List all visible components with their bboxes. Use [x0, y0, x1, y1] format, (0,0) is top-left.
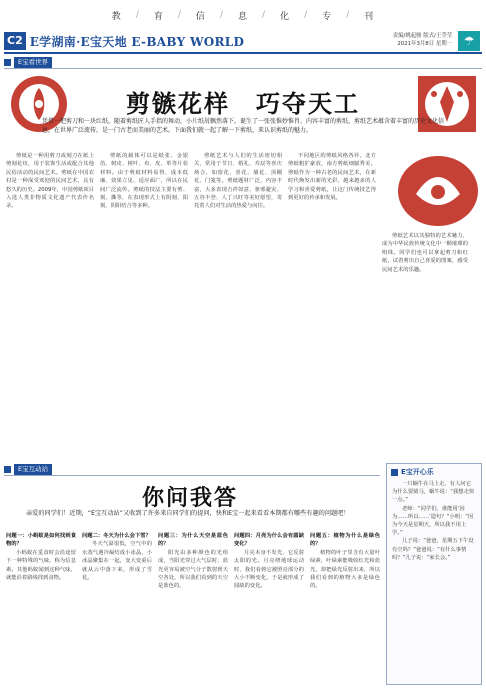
answer: 小蚂蚁在觅食时会沿途留下一种特殊的气味，称为信息素。其他蚂蚁闻到这种气味，就能沿着路线找到食物。 [6, 549, 76, 582]
text-column [6, 152, 94, 454]
joke-item: 一只蜗牛在马上走，有人问它为什么要骑马，蜗牛说：“我想走快一点。” [392, 481, 475, 504]
top-band-char: 专 [322, 11, 333, 22]
square-icon [4, 466, 11, 473]
text-column [194, 152, 282, 454]
top-band-char: 育 [153, 11, 164, 22]
joke-sidebox [386, 463, 482, 685]
paragraph: 不同地区的剪纸风格各异，北方剪纸粗犷豪放，南方剪纸细腻秀美。剪纸作为一种古老的民间艺术，在新时代焕发出新的光彩，越来越多的人学习和喜爱剪纸，让这门传统技艺得到更好的传承和发展。 [288, 153, 376, 202]
page-badge: C2 [4, 32, 26, 50]
square-icon [391, 469, 398, 476]
text-column [100, 152, 188, 454]
qa-item [310, 532, 380, 682]
date-line: 2021年3月8日 星期一 [397, 41, 452, 47]
article-title: 你问我答 [141, 485, 238, 511]
paragraph: 剪纸艺术与人们的生活密切相关，常用于节日、婚礼、寿辰等喜庆场合，如窗花、喜花、墙花、顶棚花、门笺等。剪纸题材广泛，内容丰富，大多表现吉祥如意、驱邪避灾、五谷丰登、人丁兴旺等美好愿望，寄托着人们对生活的热爱与向往。 [194, 153, 282, 210]
question: 问题一：小蚂蚁是如何找到食物的？ [6, 533, 76, 548]
top-band-char: 息 [237, 11, 248, 22]
top-band-char: 刊 [364, 11, 375, 22]
article-title: 剪镞花样 巧夺天工 [126, 89, 360, 118]
sidebox-body [387, 480, 481, 562]
qa-item [234, 532, 304, 682]
top-band-char: 化 [280, 11, 291, 22]
top-band-char: 教 [111, 11, 122, 22]
section-header [4, 56, 52, 68]
logo-icon: ☂ [458, 31, 480, 51]
article-lead: 亲爱的同学们！近期，“E宝互动站”又收到了许多来自同学们的提问，快和E宝一起来看看本期都有哪些有趣的问题吧！ [26, 510, 350, 517]
answer: 月亮本身不发光，它反射太阳的光。月亮绕地球运动时，我们看到它被照亮部分的大小不断变化，于是就形成了圆缺的变化。 [234, 549, 304, 590]
sidebox-header [387, 464, 481, 480]
qa-item [82, 532, 152, 682]
masthead [4, 31, 482, 51]
qa-body [6, 532, 380, 682]
paragraph: 剪纸艺术以其独特的艺术魅力，成为中华民族传统文化中一颗璀璨的明珠。同学们也可以拿起剪刀和红纸，试着剪出自己喜爱的图案，感受民间艺术的乐趣。 [382, 233, 468, 273]
question: 问题三：为什么天空是蓝色的？ [158, 533, 228, 548]
divider [4, 52, 482, 54]
joke-item: 儿子说：“爸爸，星期五下午没有空吗？”爸爸说：“有什么事情吗？”儿子说：“家长会。” [392, 538, 474, 561]
joke-item: 老师：“同学们，谁能用‘因为……所以……’造句？”小明：“因为今天是星期天，所以我不用上学。” [392, 505, 474, 537]
editor-line: 责编/姚起骏 版式/王莹莹 [392, 33, 452, 39]
page-title: E学湖南·E宝天地 E-BABY WORLD [29, 34, 245, 49]
qa-item [158, 532, 228, 682]
answer: 冬天气温很低，空气中的水蒸气遇冷凝结成小冰晶，小冰晶聚集在一起，变大变重后就从云中落下来，形成了雪花。 [82, 541, 152, 582]
divider [4, 475, 380, 476]
text-column [288, 152, 376, 454]
article-lead: 凭借一把剪刀和一块红纸，随着剪纸匠人手指的舞动，小片纸屑飘然落下，诞生了一张张惟妙惟肖、内容丰富的剪纸。剪纸艺术蕴含着丰富的历史文化信息，在世界广泛流传，是一门古老而美丽的艺术。下面我们就一起了解一下剪纸，来认识剪纸的魅力。 [42, 118, 445, 134]
papercut-illustration [396, 154, 480, 228]
question: 问题五：植物为什么是绿色的？ [310, 533, 380, 548]
paragraph: 剪纸的载体可以是纸张、金银箔、树皮、树叶、布、皮、革等片状材料。由于剪纸材料易得、成本低廉、效果立见、适应面广，所以在民间广泛流传。剪纸的技法主要有剪、刻、撕等，在表现形式上有阴刻、阳刻、阴阳结合等多种。 [100, 153, 188, 210]
paragraph: 剪纸是一种用剪刀或刻刀在纸上剪刻花纹，用于装饰生活或配合其他民俗活动的民间艺术。剪纸在中国农村是一种深受欢迎的民间艺术，具有悠久的历史。2009年，中国剪纸项目入选人类非物质文化遗产代表作名录。 [6, 153, 94, 210]
square-icon [4, 59, 11, 66]
question: 问题二：冬天为什么会下雪？ [82, 533, 151, 539]
qa-item [6, 532, 76, 682]
top-band: 教 / 育 / 信 / 息 / 化 / 专 / 刊 [111, 10, 375, 22]
section-label: E宝互动站 [14, 464, 52, 475]
sidebox-title: E宝开心乐 [401, 468, 434, 476]
section-header [4, 463, 52, 475]
answer: 阳光由多种颜色的光组成，当阳光穿过大气层时，蓝光更容易被空气分子散射到天空各处，所以我们看到的天空是蓝色的。 [158, 549, 228, 590]
question: 问题四：月亮为什么会有圆缺变化？ [234, 533, 304, 548]
masthead-meta [393, 32, 452, 48]
section-label: E宝看世界 [14, 57, 52, 68]
top-band-char: 信 [195, 11, 206, 22]
divider [4, 68, 482, 69]
answer: 植物的叶子里含有大量叶绿素，叶绿素能吸收红光和蓝光，却把绿光反射出来，所以我们看到的植物大多是绿色的。 [310, 549, 380, 590]
